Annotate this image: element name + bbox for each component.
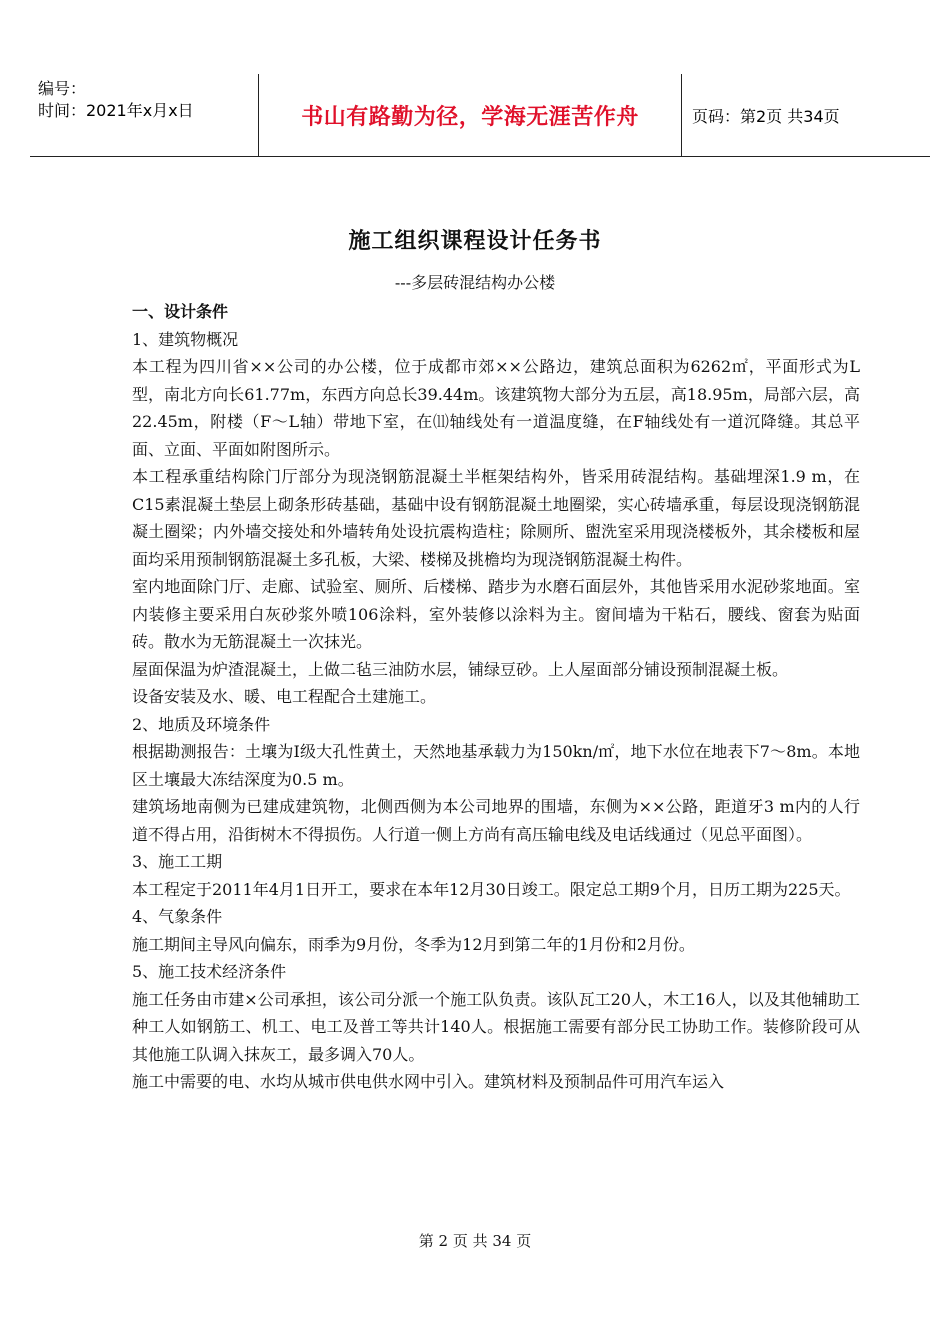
paragraph [0, 738, 860, 793]
subsection-heading: 2、地质及环境条件 [132, 714, 271, 734]
subsection-heading: 1、建筑物概况 [132, 329, 239, 349]
paragraph-text: 施工中需要的电、水均从城市供电供水网中引入。建筑材料及预制品件可用汽车运入 [132, 1072, 725, 1091]
header-meta [38, 78, 258, 122]
header-divider [681, 74, 682, 156]
paragraph [0, 463, 860, 573]
paragraph-text: 屋面保温为炉渣混凝土，上做二毡三油防水层，铺绿豆砂。上人屋面部分铺设预制混凝土板。 [132, 659, 789, 679]
subsection-heading: 4、气象条件 [132, 907, 223, 926]
paragraph [0, 793, 860, 848]
subsection-heading: 5、施工技术经济条件 [132, 962, 287, 981]
paragraph-text: 本工程承重结构除门厅部分为现浇钢筋混凝土半框架结构外，皆采用砖混结构。基础埋深1.9 m，在C15素混凝土垫层上砌条形砖基础，基础中设有钢筋混凝土地圈梁，实心砖墙承重，每层设现浇钢筋混凝土圈梁；内外墙交接处和外墙转角处设抗震构造柱；除厕所、盥洗室采用现浇楼板外，其余楼板和屋面均采用预制钢筋混凝土多孔板，大梁、楼梯及挑檐均为现浇钢筋混凝土构件。 [132, 467, 860, 569]
document-subtitle: ---多层砖混结构办公楼 [394, 273, 556, 292]
document-body [132, 298, 860, 1096]
header-motto: 书山有路勤为径，学海无涯苦作舟 [301, 104, 639, 130]
subsection-heading: 3、施工工期 [132, 852, 223, 871]
paragraph [0, 656, 860, 684]
paragraph [0, 986, 860, 1069]
paragraph [0, 573, 860, 656]
paragraph [0, 876, 860, 904]
paragraph [0, 1068, 860, 1096]
paragraph-text: 本工程定于2011年4月1日开工，要求在本年12月30日竣工。限定总工期9个月，日历工期为225天。 [132, 879, 851, 899]
paragraph-text: 施工期间主导风向偏东，雨季为9月份，冬季为12月到第二年的1月份和2月份。 [132, 934, 695, 954]
paragraph [0, 353, 860, 463]
page-header [30, 74, 930, 157]
document-title: 施工组织课程设计任务书 [348, 229, 602, 254]
code-label: 编号： [38, 79, 87, 98]
page-footer: 第 2 页 共 34 页 [418, 1232, 532, 1250]
paragraph-text: 建筑场地南侧为已建成建筑物，北侧西侧为本公司地界的围墙，东侧为××公路，距道牙3 m内的人行道不得占用，沿街树木不得损伤。人行道一侧上方尚有高压输电线及电话线通过（见总平面图）。 [132, 797, 860, 844]
paragraph-text: 本工程为四川省××公司的办公楼，位于成都市郊××公路边，建筑总面积为6262㎡，平面形式为L型，南北方向长61.77m，东西方向总长39.44m。该建筑物大部分为五层，高18.95m，局部六层，高22.45m，附楼（F～L轴）带地下室，在⑾轴线处有一道温度缝，在F轴线处有一道沉降缝。其总平面、立面、平面如附图所示。 [132, 357, 860, 459]
paragraph-text: 施工任务由市建×公司承担，该公司分派一个施工队负责。该队瓦工20人，木工16人，以及其他辅助工种工人如钢筋工、机工、电工及普工等共计140人。根据施工需要有部分民工协助工作。装修阶段可从其他施工队调入抹灰工，最多调入70人。 [132, 989, 860, 1064]
section-heading: 一、设计条件 [132, 302, 229, 321]
time-label: 时间：2021年x月x日 [38, 101, 194, 120]
paragraph [0, 931, 860, 959]
paragraph-text: 室内地面除门厅、走廊、试验室、厕所、后楼梯、踏步为水磨石面层外，其他皆采用水泥砂浆地面。室内装修主要采用白灰砂浆外喷106涂料，室外装修以涂料为主。窗间墙为干粘石，腰线、窗套为贴面砖。散水为无筋混凝土一次抹光。 [132, 577, 860, 651]
header-page-number: 页码：第2页 共34页 [692, 106, 840, 126]
paragraph: 设备安装及水、暖、电工程配合土建施工。 [132, 687, 437, 706]
paragraph-text: 根据勘测报告：土壤为Ⅰ级大孔性黄土，天然地基承载力为150kn/㎡，地下水位在地表下7～8m。本地区土壤最大冻结深度为0.5 m。 [132, 742, 860, 789]
